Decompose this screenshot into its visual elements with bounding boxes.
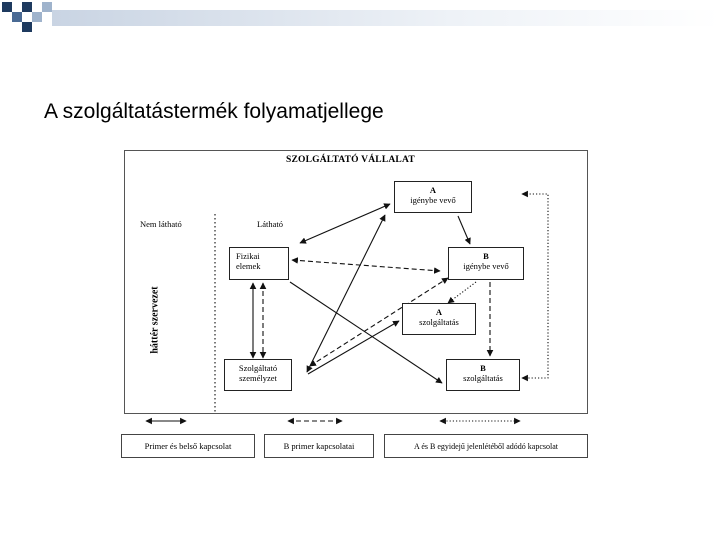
box-service-a [402,303,476,335]
box-customer-b-letter: B [483,251,489,261]
box-customer-b-text: igénybe vevő [463,261,509,271]
box-customer-a-letter: A [429,185,437,195]
box-customer-a-text: igénybe vevő [410,195,456,205]
arrow-customer-a-customer-b [458,216,470,244]
legend-b-primary [264,434,374,458]
diagram-title: SZOLGÁLTATÓ VÁLLALAT [286,155,415,165]
legend-a-b-label: A és B egyidejű jelenlétéből adódó kapcsolat [414,441,558,451]
box-customer-b [448,247,524,280]
legend-b-primary-label: B primer kapcsolatai [283,441,355,451]
box-physical-line1: Fizikai [236,251,260,261]
label-visible: Látható [257,219,283,229]
box-staff-line1: Szolgáltató [238,363,278,373]
box-service-a-letter: A [435,307,443,317]
label-background-organization: háttér szervezet [149,286,161,354]
arrow-staff-customer-a [307,215,385,372]
box-physical-line2: elemek [236,261,261,271]
slide-title: A szolgáltatástermék folyamatjellege [44,100,384,123]
arrow-physical-customer-a [300,204,390,243]
box-service-a-text: szolgáltatás [419,317,459,327]
box-staff-line2: személyzet [239,373,277,383]
box-service-b [446,359,520,391]
box-customer-a [394,181,472,213]
arrow-staff-service-a [308,321,399,374]
label-not-visible: Nem látható [140,219,182,229]
box-service-b-text: szolgáltatás [463,373,503,383]
legend-a-b [384,434,588,458]
box-service-b-letter: B [480,363,486,373]
legend-primary-label: Primer és belső kapcsolat [144,441,232,451]
box-service-staff [224,359,292,391]
arrow-physical-customer-b [292,260,440,271]
arrow-customer-a-service-b-dotted [522,194,548,378]
legend-primary [121,434,255,458]
arrow-customer-b-service-a-dotted [448,282,476,303]
box-physical-elements [229,247,289,280]
